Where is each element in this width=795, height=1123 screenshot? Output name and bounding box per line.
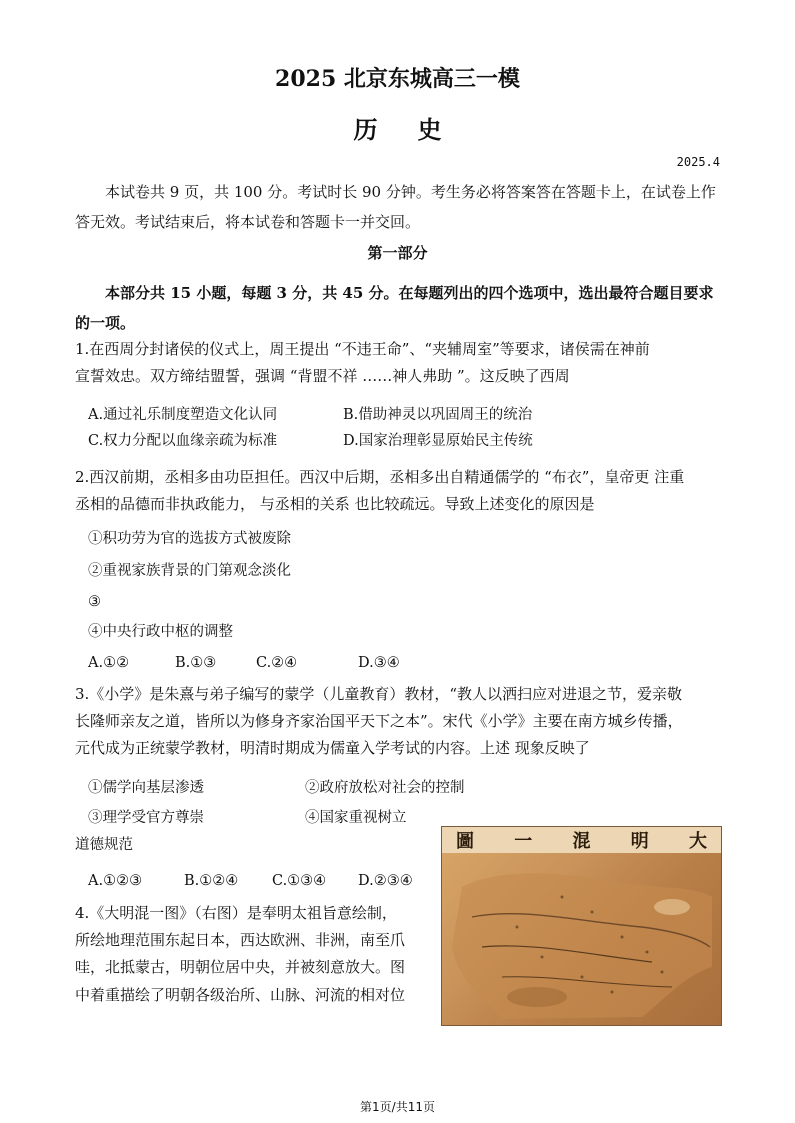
map-title-char: 明 — [630, 831, 649, 852]
q1-option-c: C.权力分配以血缘亲疏为标准 — [88, 433, 278, 449]
q3-option-d: D.②③④ — [358, 873, 413, 889]
q3-statement-1: ①儒学向基层渗透 — [88, 780, 204, 796]
part-heading: 第一部分 — [367, 244, 428, 262]
map-title-char: 混 — [572, 831, 591, 852]
q3-option-a: A.①②③ — [88, 873, 143, 889]
map-title-char: 圖 — [456, 831, 474, 852]
q1-option-a: A.通过礼乐制度塑造文化认同 — [88, 407, 278, 423]
q1-option-d: D.国家治理彰显原始民主传统 — [343, 433, 533, 449]
q3-stem-line3: 元代成为正统蒙学教材，明清时期成为儒童入学考试的内容。上述 现象反映了 — [75, 739, 590, 757]
q4-stem-line4: 中着重描绘了明朝各级治所、山脉、河流的相对位 — [75, 986, 406, 1004]
subject-title: 历史 — [353, 115, 482, 144]
q3-option-c: C.①③④ — [272, 873, 327, 889]
q2-option-d: D.③④ — [358, 655, 400, 671]
q2-statement-3: ③ — [88, 594, 101, 610]
da-ming-hun-yi-tu-map — [441, 826, 722, 1026]
part-instructions: 本部分共 15 小题，每题 3 分，共 45 分。在每题列出的四个选项中，选出最符合题目要求的一项。 — [75, 284, 714, 332]
q2-option-c: C.②④ — [256, 655, 298, 671]
q1-stem-line2: 宣誓效忠。双方缔结盟誓，强调 “背盟不祥 ……神人弗助 ”。这反映了西周 — [75, 367, 570, 385]
q3-statement-3: ③理学受官方尊崇 — [88, 810, 204, 826]
q3-stem-line2: 长隆师亲友之道，皆所以为修身齐家治国平天下之本”。宋代《小学》主要在南方城乡传播， — [75, 712, 683, 730]
q4-stem-line2: 所绘地理范围东起日本，西达欧洲、非洲，南至爪 — [75, 931, 406, 949]
exam-date: 2025.4 — [676, 155, 720, 169]
q2-statement-2: ②重视家族背景的门第观念淡化 — [88, 563, 291, 579]
map-title-char: 大 — [689, 831, 707, 852]
q3-statement-2: ②政府放松对社会的控制 — [305, 780, 465, 796]
q3-stem-line1: 3.《小学》是朱熹与弟子编写的蒙学（儿童教育）教材，“教人以洒扫应对进退之节，爱亲敬 — [75, 685, 682, 703]
q2-stem-line1: 2.西汉前期，丞相多由功臣担任。西汉中后期，丞相多出自精通儒学的 “布衣”，皇帝更 注重 — [75, 468, 685, 486]
map-title-char: 一 — [514, 831, 533, 852]
q1-stem-line1: 1.在西周分封诸侯的仪式上，周王提出 “不违王命”、“夹辅周室”等要求，诸侯需在神前 — [75, 340, 650, 358]
q2-option-b: B.①③ — [175, 655, 217, 671]
intro-paragraph: 本试卷共 9 页，共 100 分。考试时长 90 分钟。考生务必将答案答在答题卡上，在试卷上作答无效。考试结束后，将本试卷和答题卡一并交回。 — [75, 183, 716, 231]
q3-option-b: B.①②④ — [184, 873, 239, 889]
exam-title: 2025 北京东城高三一模 — [275, 66, 520, 92]
q2-stem-line2: 丞相的品德而非执政能力， 与丞相的关系 也比较疏远。导致上述变化的原因是 — [75, 495, 595, 513]
page-footer: 第1页/共11页 — [360, 1100, 435, 1114]
q2-statement-4: ④中央行政中枢的调整 — [88, 624, 233, 640]
q2-statement-1: ①积功劳为官的选拔方式被废除 — [88, 531, 291, 547]
q1-option-b: B.借助神灵以巩固周王的统治 — [343, 407, 533, 423]
q4-stem-line3: 哇，北抵蒙古，明朝位居中央，并被刻意放大。图 — [75, 958, 406, 976]
q2-option-a: A.①② — [88, 655, 130, 671]
q3-statement-4-cont: 道德规范 — [75, 837, 133, 853]
q4-stem-line1: 4.《大明混一图》（右图）是奉明太祖旨意绘制， — [75, 904, 397, 922]
map-illustration — [442, 827, 721, 1025]
q3-statement-4: ④国家重视树立 — [305, 810, 407, 826]
